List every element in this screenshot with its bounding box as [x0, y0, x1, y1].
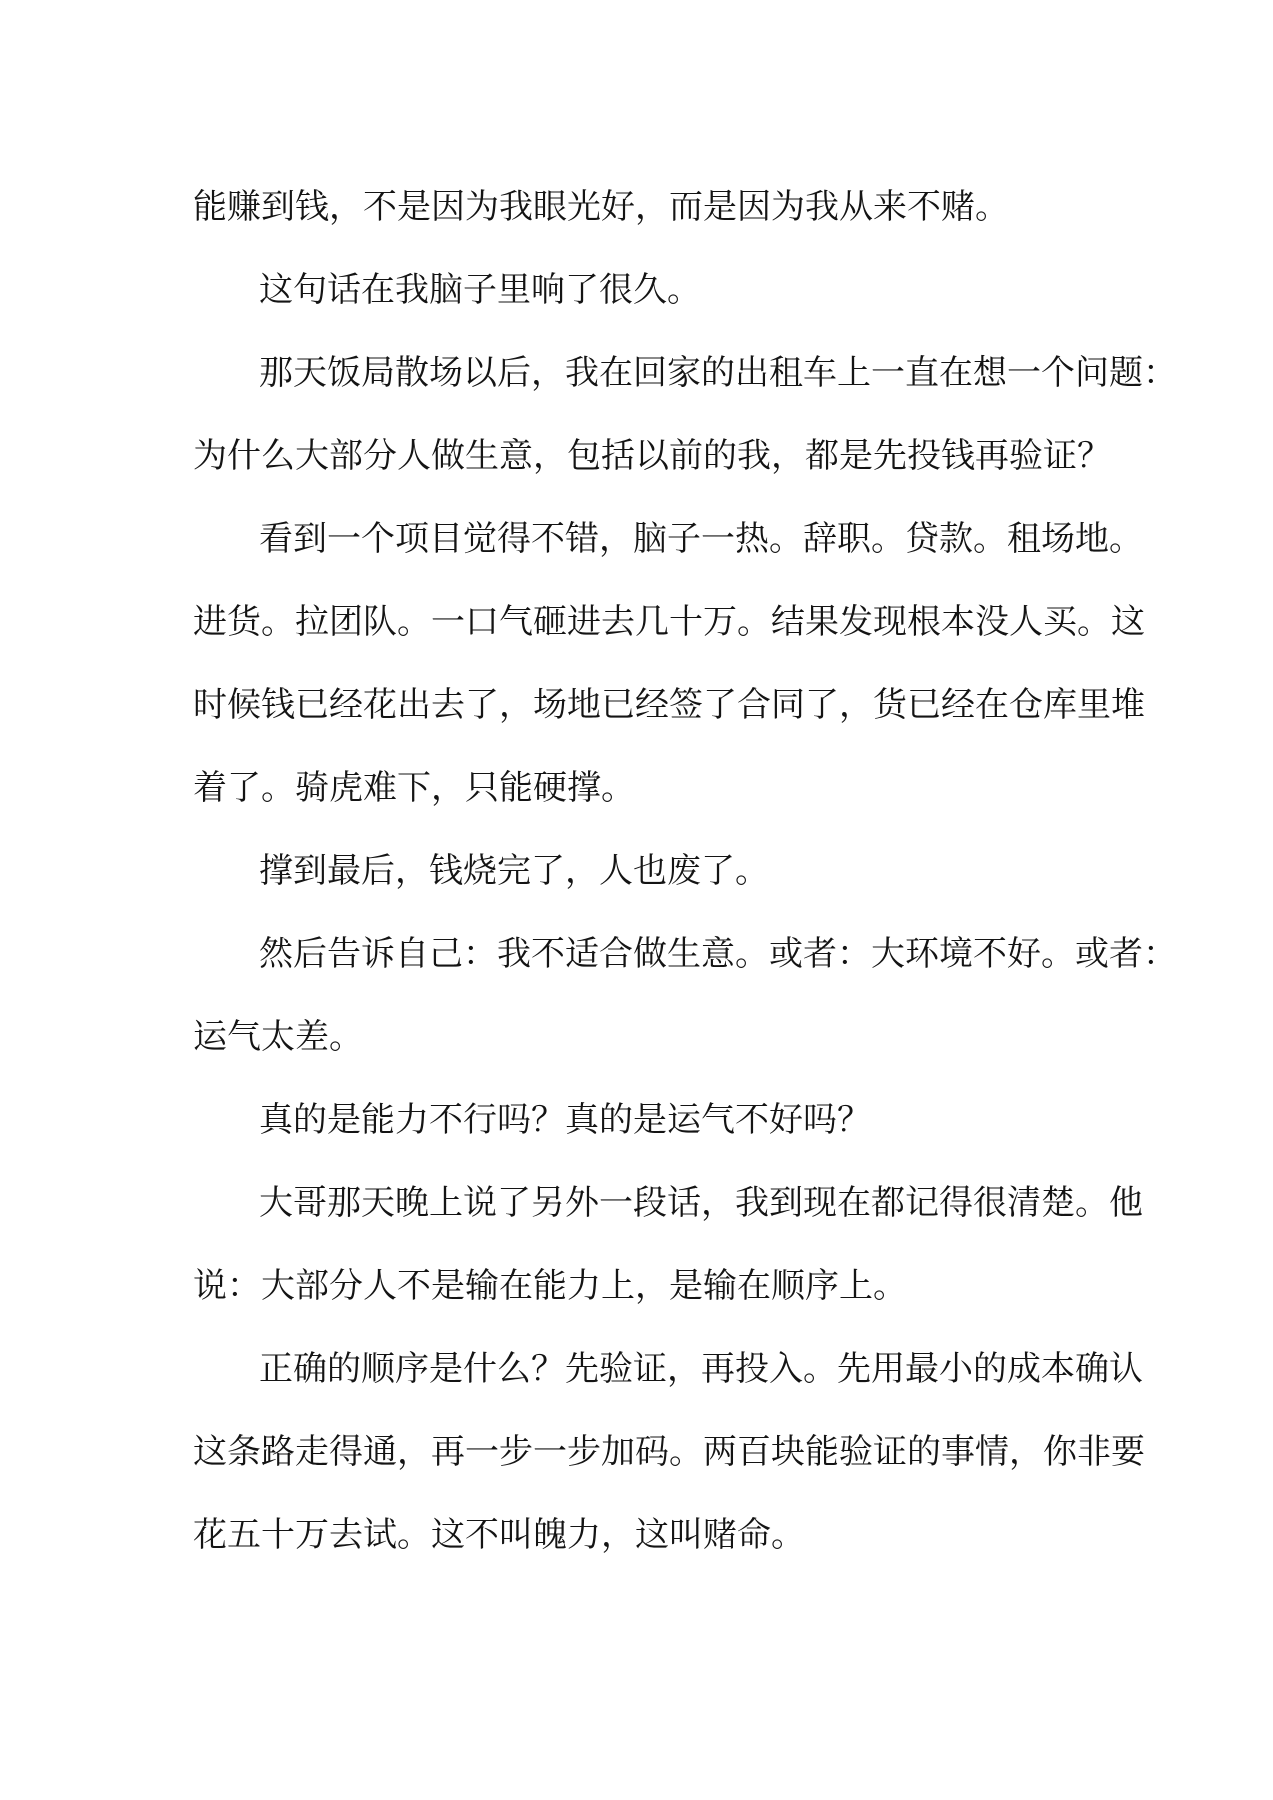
paragraph: [193, 498, 1145, 830]
paragraph-line: 进货。拉团队。一口气砸进去几十万。结果发现根本没人买。这: [193, 602, 1145, 642]
paragraph-line: 花五十万去试。这不叫魄力，这叫赌命。: [193, 1515, 805, 1555]
paragraph-line: 这句话在我脑子里响了很久。: [259, 270, 701, 310]
paragraph: [193, 1079, 1083, 1162]
paragraph-line: 着了。骑虎难下，只能硬撑。: [193, 768, 635, 808]
paragraph: [193, 332, 1177, 498]
paragraph-line: 那天饭局散场以后，我在回家的出租车上一直在想一个问题：: [259, 353, 1177, 393]
paragraph-line: 说：大部分人不是输在能力上，是输在顺序上。: [193, 1266, 907, 1306]
paragraph-line: 能赚到钱，不是因为我眼光好，而是因为我从来不赌。: [193, 187, 1009, 227]
paragraph-line: 这条路走得通，再一步一步加码。两百块能验证的事情，你非要: [193, 1432, 1145, 1472]
paragraph-line: 为什么大部分人做生意，包括以前的我，都是先投钱再验证？: [193, 436, 1111, 476]
paragraph-line: 然后告诉自己：我不适合做生意。或者：大环境不好。或者：: [259, 934, 1177, 974]
paragraph-line: 大哥那天晚上说了另外一段话，我到现在都记得很清楚。他: [259, 1183, 1143, 1223]
paragraph: [193, 913, 1177, 1079]
paragraph-line: 看到一个项目觉得不错，脑子一热。辞职。贷款。租场地。: [259, 519, 1143, 559]
paragraph-line: 撑到最后，钱烧完了，人也废了。: [259, 851, 769, 891]
paragraph: [193, 1162, 1143, 1328]
document-body: [193, 166, 1177, 1577]
paragraph: [193, 249, 1083, 332]
paragraph: [193, 1328, 1145, 1577]
paragraph-line: 运气太差。: [193, 1017, 363, 1057]
paragraph-line: 正确的顺序是什么？先验证，再投入。先用最小的成本确认: [259, 1349, 1143, 1389]
paragraph: [193, 166, 1083, 249]
paragraph-line: 真的是能力不行吗？真的是运气不好吗？: [259, 1100, 871, 1140]
paragraph: [193, 830, 1083, 913]
paragraph-line: 时候钱已经花出去了，场地已经签了合同了，货已经在仓库里堆: [193, 685, 1145, 725]
